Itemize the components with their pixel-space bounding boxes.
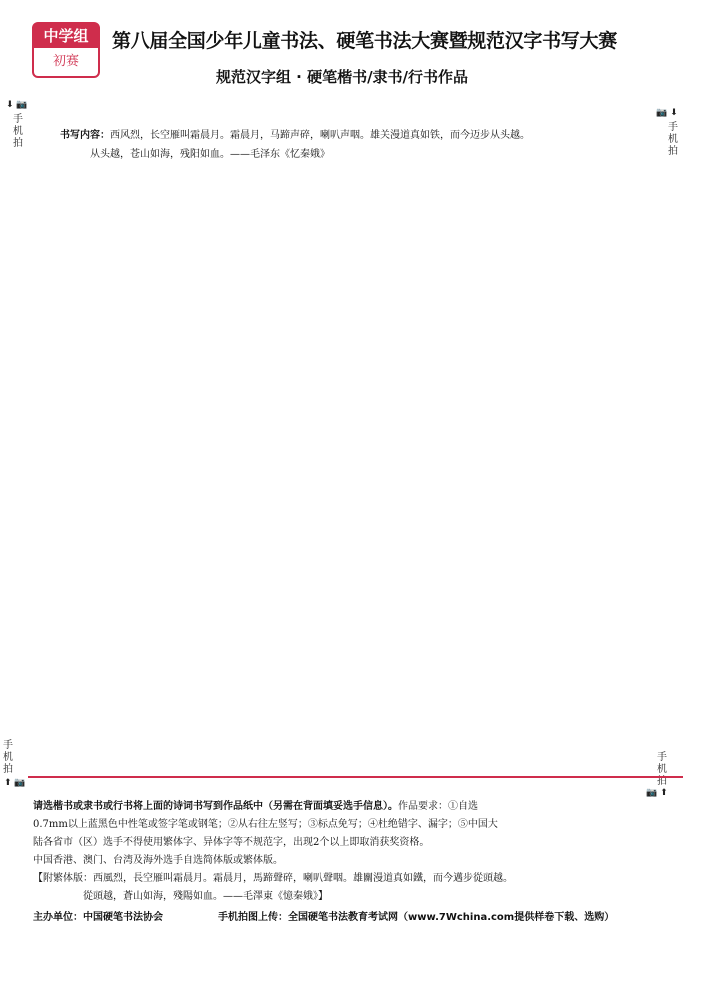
group-badge [32,22,100,78]
instructions-line-3: 陆各省市（区）选手不得使用繁体字、异体字等不规范字，出现2个以上即取消获奖资格。 [33,837,430,848]
badge-group-label: 中学组 [34,24,98,48]
instructions-lead: 请选楷书或隶书或行书将上面的诗词书写到作品纸中（另需在背面填妥选手信息）。 [33,801,398,812]
organizer: 主办单位：中国硬笔书法协会 [33,912,163,923]
instructions [33,798,673,906]
divider-line [28,776,683,778]
instructions-line-4: 中国香港、澳门、台湾及海外选手自选简体版或繁体版。 [33,855,283,866]
instructions-requirements: 作品要求：①自选 [398,801,478,812]
phone-photo-label-top-left: 手 机 拍 [13,114,23,149]
instructions-traditional-1: 【附繁体版：西風烈，長空雁叫霜晨月。霜晨月，馬蹄聲碎，喇叭聲咽。雄關漫道真如鐵，而今邁步從頭越。 [33,873,513,884]
upload-camera-icon: ⬆ 📷 [4,778,26,788]
page-subtitle: 规范汉字组 · 硬笔楷书/隶书/行书作品 [215,68,469,86]
instructions-traditional-2: 從頭越，蒼山如海，殘陽如血。——毛澤東《憶秦娥》】 [83,891,328,902]
content-line-1: 西风烈，长空雁叫霜晨月。霜晨月，马蹄声碎，喇叭声咽。雄关漫道真如铁，而今迈步从头越。 [110,130,530,141]
upload-info: 手机拍图上传：全国硬笔书法教育考试网（www.7Wchina.com提供样卷下载、选购） [218,912,615,923]
phone-photo-label-bottom-left: 手 机 拍 [3,740,13,775]
badge-stage-label: 初赛 [52,54,79,69]
camera-download-icon: 📷 ⬇ [656,108,678,118]
writing-content [60,126,650,164]
fan-writing-area [0,290,707,600]
instructions-line-2: 0.7mm以上蓝黑色中性笔或签字笔或钢笔；②从右往左竖写；③标点免写；④杜绝错字、漏字；⑤中国大 [33,819,498,830]
phone-photo-label-bottom-right: 手 机 拍 [657,752,667,787]
page-title: 第八届全国少年儿童书法、硬笔书法大赛暨规范汉字书写大赛 [112,30,617,52]
content-label: 书写内容： [60,130,110,141]
download-camera-icon: ⬇ 📷 [6,100,28,110]
camera-upload-icon: 📷 ⬆ [646,788,668,798]
content-line-2: 从头越，苍山如海，残阳如血。——毛泽东《忆秦娥》 [90,149,330,160]
phone-photo-label-top-right: 手 机 拍 [668,122,678,157]
